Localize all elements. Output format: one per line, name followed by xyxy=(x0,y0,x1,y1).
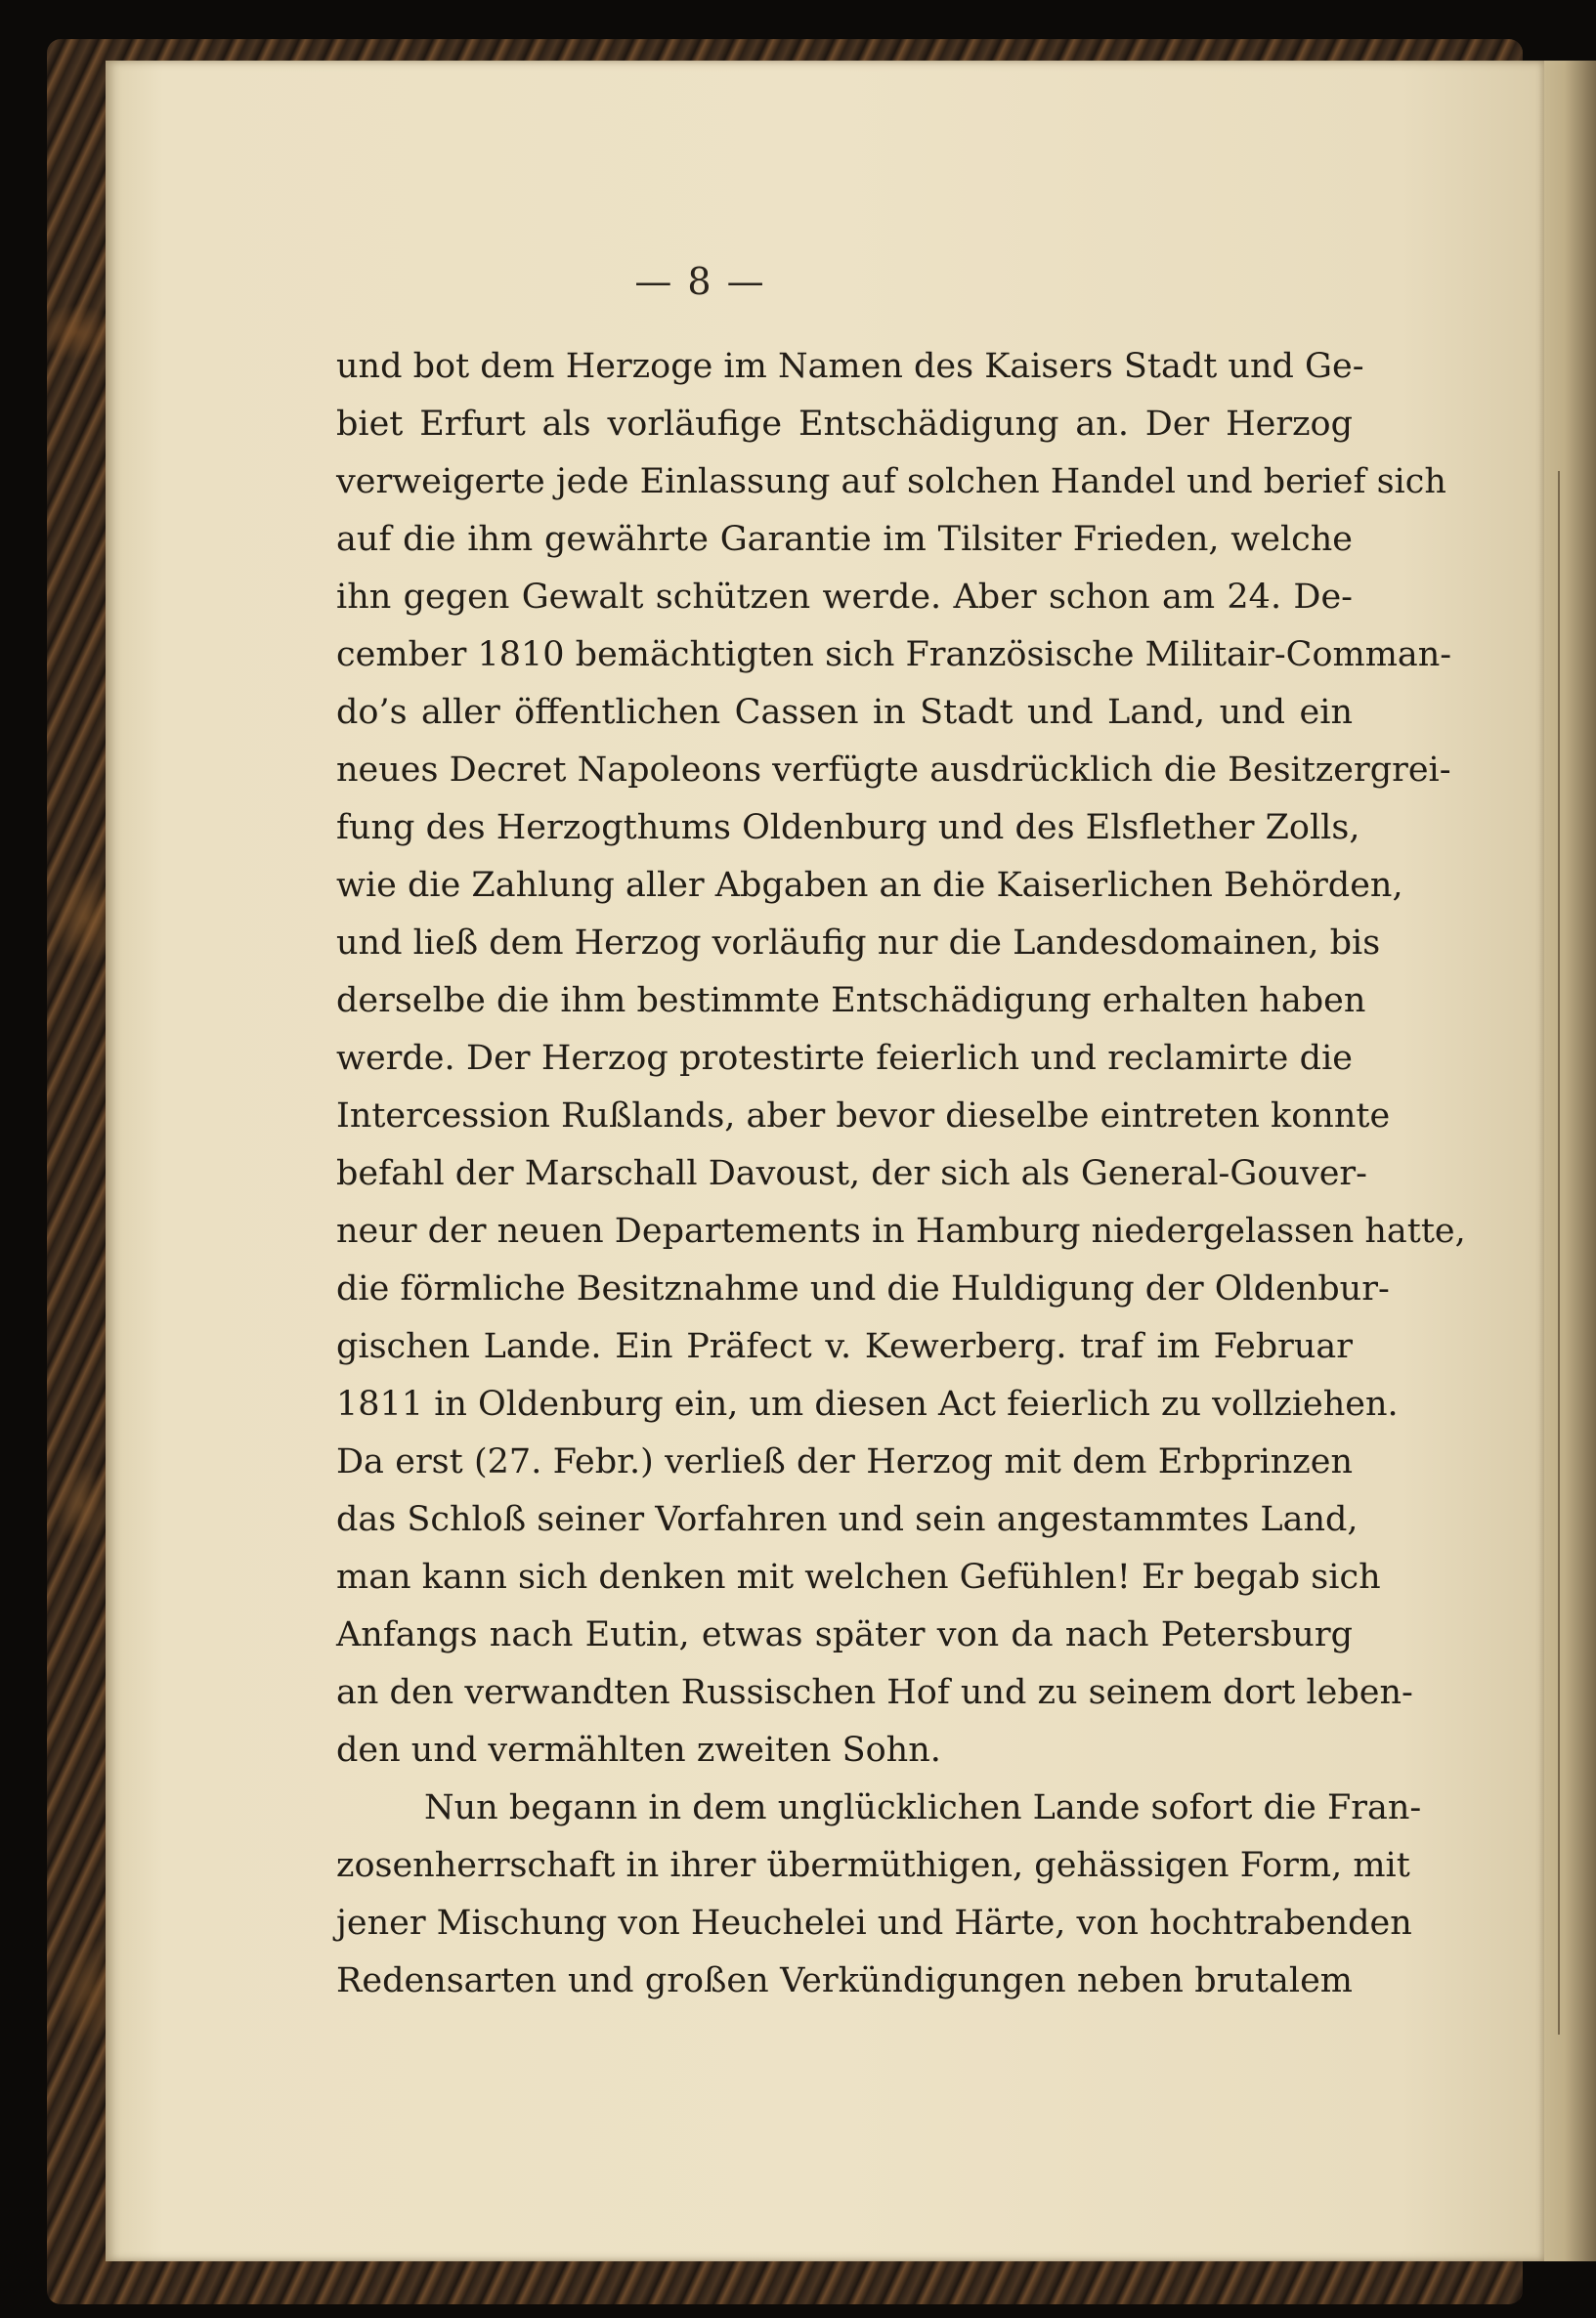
next-page-edge xyxy=(1544,61,1596,2261)
text-line: Intercession Rußlands, aber bevor dieselbe eintreten konnte xyxy=(336,1096,1391,1136)
text-line: man kann sich denken mit welchen Gefühlen! Er begab sich xyxy=(336,1558,1381,1597)
text-line: wie die Zahlung aller Abgaben an die Kaiserlichen Behörden, xyxy=(336,866,1403,905)
text-line: verweigerte jede Einlassung auf solchen Handel und berief sich xyxy=(336,462,1446,501)
text-line: den und vermählten zweiten Sohn. xyxy=(336,1731,941,1770)
text-line: befahl der Marschall Davoust, der sich als General-Gouver- xyxy=(336,1154,1367,1193)
text-line: gischen Lande. Ein Präfect v. Kewerberg. traf im Februar xyxy=(336,1327,1353,1366)
body-text xyxy=(336,338,1466,2010)
text-line: das Schloß seiner Vorfahren und sein angestammtes Land, xyxy=(336,1500,1359,1539)
text-line: neues Decret Napoleons verfügte ausdrücklich die Besitzergrei- xyxy=(336,751,1451,790)
text-line: auf die ihm gewährte Garantie im Tilsiter Frieden, welche xyxy=(336,520,1353,559)
text-line: Redensarten und großen Verkündigungen neben brutalem xyxy=(336,1961,1353,2000)
text-line: do’s aller öffentlichen Cassen in Stadt und Land, und ein xyxy=(336,693,1353,732)
text-line: neur der neuen Departements in Hamburg niedergelassen hatte, xyxy=(336,1212,1466,1251)
text-line: 1811 in Oldenburg ein, um diesen Act feierlich zu vollziehen. xyxy=(336,1385,1399,1424)
text-line: Nun begann in dem unglücklichen Lande sofort die Fran- xyxy=(424,1788,1422,1827)
text-line: werde. Der Herzog protestirte feierlich und reclamirte die xyxy=(336,1039,1353,1078)
text-line: fung des Herzogthums Oldenburg und des Elsflether Zolls, xyxy=(336,808,1360,847)
page-number xyxy=(0,260,1596,303)
page-number-text: — 8 — xyxy=(634,260,766,303)
text-line: jener Mischung von Heuchelei und Härte, von hochtrabenden xyxy=(336,1904,1412,1943)
text-line: und ließ dem Herzog vorläufig nur die Landesdomainen, bis xyxy=(336,923,1381,963)
text-line: cember 1810 bemächtigten sich Französische Militair-Comman- xyxy=(336,635,1452,674)
text-line: Anfangs nach Eutin, etwas später von da nach Petersburg xyxy=(336,1615,1353,1654)
text-line: zosenherrschaft in ihrer übermüthigen, gehässigen Form, mit xyxy=(336,1846,1410,1885)
text-line: biet Erfurt als vorläufige Entschädigung an. Der Herzog xyxy=(336,405,1353,444)
text-line: und bot dem Herzoge im Namen des Kaisers Stadt und Ge- xyxy=(336,347,1364,386)
text-line: an den verwandten Russischen Hof und zu seinem dort leben- xyxy=(336,1673,1413,1712)
text-line: die förmliche Besitznahme und die Huldigung der Oldenbur- xyxy=(336,1269,1390,1309)
text-line: Da erst (27. Febr.) verließ der Herzog mit dem Erbprinzen xyxy=(336,1442,1353,1481)
text-line: ihn gegen Gewalt schützen werde. Aber schon am 24. De- xyxy=(336,578,1353,617)
text-line: derselbe die ihm bestimmte Entschädigung erhalten haben xyxy=(336,981,1366,1020)
